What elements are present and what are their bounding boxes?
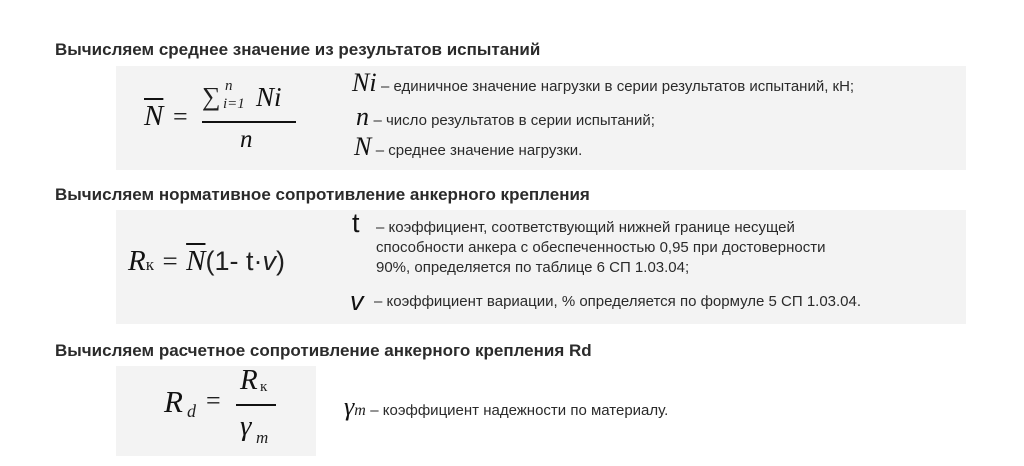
- design-formula-denominator: γ: [240, 410, 252, 442]
- section2-heading: Вычисляем нормативное сопротивление анкерного крепления: [55, 185, 590, 204]
- normative-formula-nbar: $\overline{N}$: [186, 245, 206, 277]
- def-gamma-symbol: γ: [344, 392, 355, 421]
- normative-formula-v: v: [262, 246, 276, 276]
- section1-heading: Вычисляем среднее значение из результатов испытаний: [55, 40, 541, 59]
- def-t-text: [376, 218, 825, 278]
- def-ni-symbol: Ni: [352, 68, 377, 97]
- mean-formula-sum: ∑: [202, 82, 221, 111]
- normative-formula-close: ): [275, 246, 285, 276]
- design-formula-numerator: R: [240, 364, 258, 396]
- def-ni-text: – единичное значение нагрузки в серии результатов испытаний, кН;: [381, 78, 855, 95]
- mean-formula-sum-top: n: [225, 78, 233, 94]
- def-nbar: [354, 132, 582, 162]
- def-t-line-1: – коэффициент, соответствующий нижней границе несущей: [376, 219, 795, 236]
- design-formula-lhs: R: [164, 384, 183, 419]
- def-gamma-text: – коэффициент надежности по материалу.: [370, 402, 669, 419]
- design-formula-lhs-sub: d: [187, 401, 196, 421]
- def-nbar-symbol: N: [354, 132, 372, 161]
- def-v-text: – коэффициент вариации, % определяется по формуле 5 СП 1.03.04.: [374, 293, 862, 310]
- mean-formula-fraction-line: [202, 121, 296, 123]
- mean-formula-equals: =: [173, 102, 188, 131]
- def-ni: [352, 68, 854, 98]
- def-n-symbol: n: [356, 102, 369, 131]
- section3-heading: Вычисляем расчетное сопротивление анкерного крепления Rd: [55, 341, 592, 360]
- mean-formula-lhs: $\overline{N}$: [144, 100, 164, 132]
- def-nbar-text: – среднее значение нагрузки.: [375, 142, 583, 159]
- design-formula-fraction-line: [236, 404, 276, 406]
- normative-formula-equals: =: [162, 246, 178, 276]
- mean-formula-sum-bottom: i=1: [223, 96, 245, 112]
- mean-formula-denominator: n: [240, 126, 253, 153]
- normative-formula-lhs: R: [128, 245, 146, 277]
- def-t-symbol: t: [352, 208, 360, 238]
- def-t-line-2: способности анкера с обеспеченностью 0,95 при достоверности: [376, 239, 826, 256]
- def-n-text: – число результатов в серии испытаний;: [373, 112, 655, 129]
- mean-formula-numerator-var: Ni: [256, 82, 282, 112]
- normative-formula-lhs-sub: к: [145, 255, 154, 274]
- normative-formula: [128, 245, 285, 278]
- def-gamma: [344, 392, 668, 422]
- def-t-line-3: 90%, определяется по таблице 6 СП 1.03.04;: [376, 259, 690, 276]
- def-v-symbol: v: [350, 286, 364, 316]
- design-formula-numerator-sub: к: [260, 379, 268, 395]
- normative-formula-rest: (1- t·: [205, 246, 263, 276]
- def-n: [356, 102, 655, 132]
- design-formula: [160, 364, 310, 454]
- design-formula-equals: =: [206, 386, 221, 415]
- def-gamma-symbol-sub: m: [354, 402, 366, 419]
- design-formula-denominator-sub: m: [256, 428, 269, 447]
- mean-formula: [140, 80, 310, 160]
